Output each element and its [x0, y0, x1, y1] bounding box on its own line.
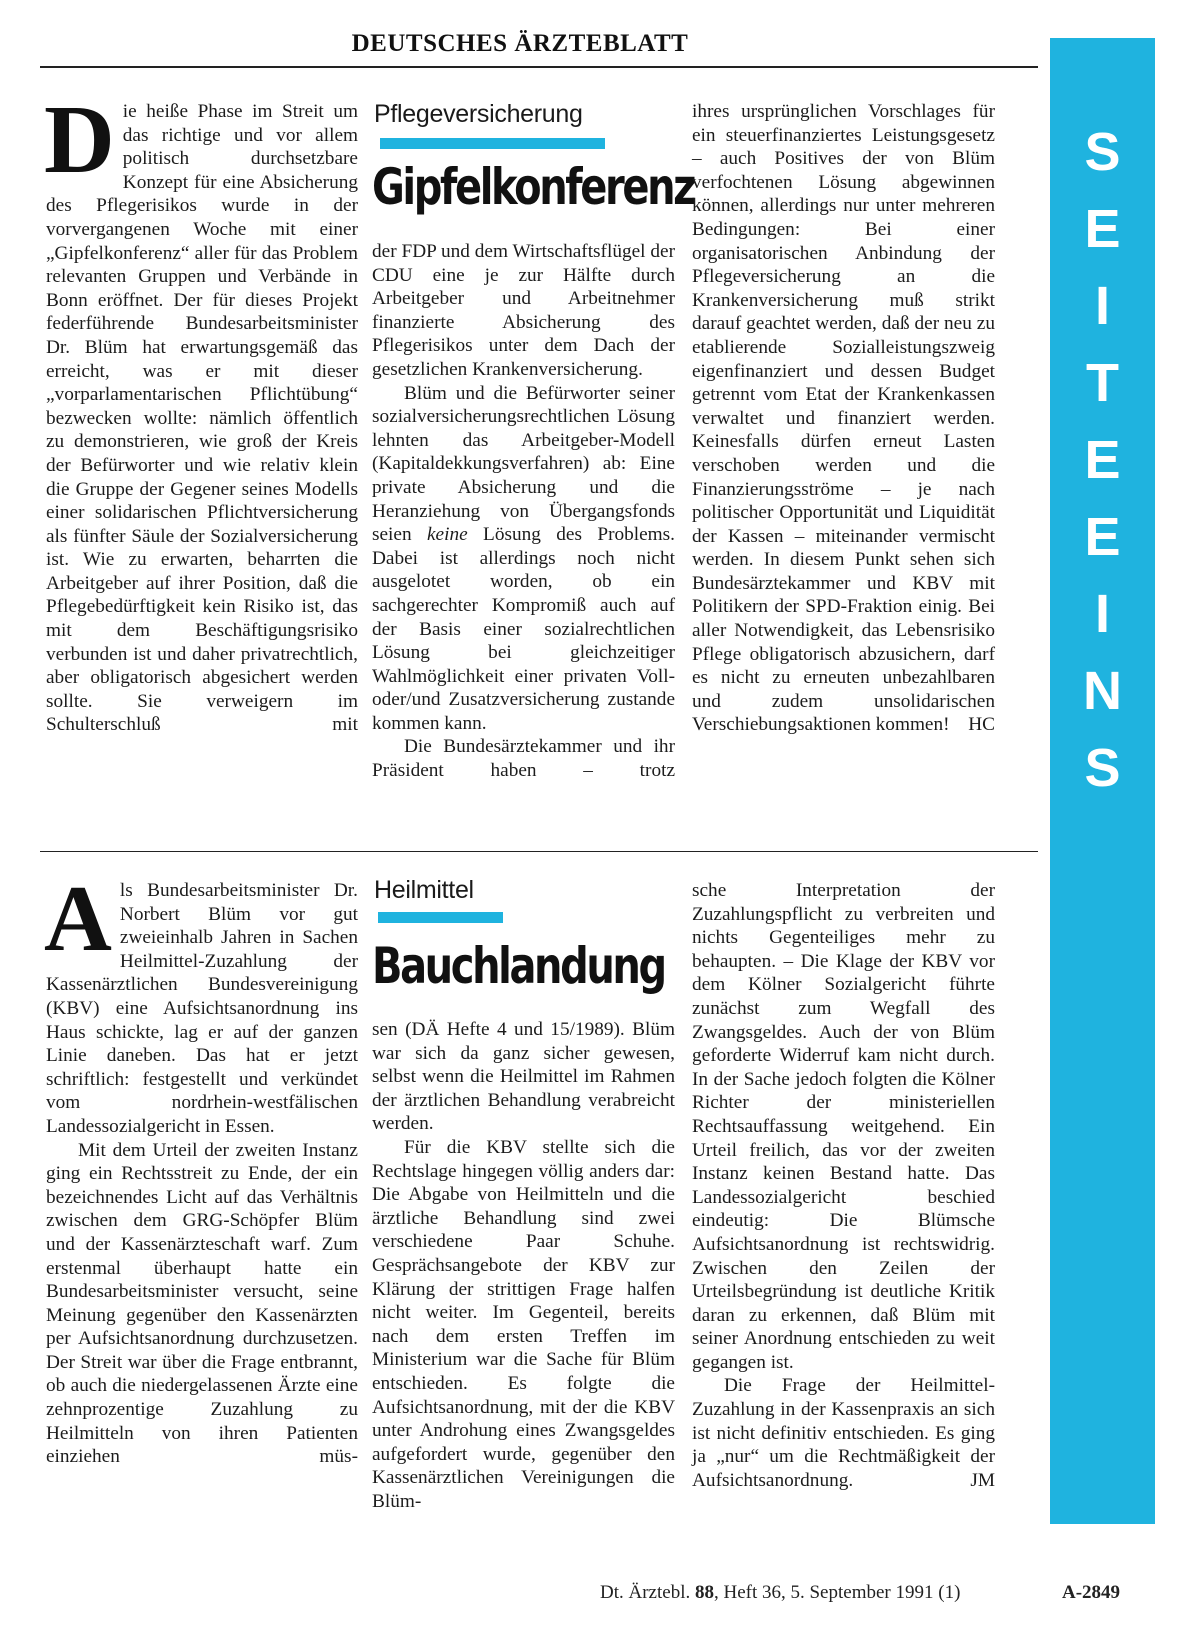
sidebar-letter: S	[1084, 738, 1121, 798]
sidebar-letter: E	[1084, 199, 1121, 259]
article2-column-2	[372, 1018, 675, 1513]
article2-headline: Bauchlandung	[372, 937, 665, 995]
article1-column-2	[372, 240, 675, 783]
article2-dropcap: A	[44, 867, 112, 971]
article1-col3-body: ihres ursprünglichen Vorschlages für ein steuerfinanziertes Leistungsgesetz – auch Positives der von Blüm verfochtenen Lösung abgewinnen können, allerdings nur unter mehreren Bedingungen: Bei einer organisatorischen Anbindung der Pflegeversicherung an die Krankenversicherung muß strikt darauf geachtet werden, daß der neu zu etablierende Sozialleistungszweig eigenfinanziert und dessen Budget getrennt vom Etat der Krankenkassen verwaltet und finanziert werden. Keinesfalls dürfen erneut Lasten verschoben werden und die Finanzierungsströme – je nach politischer Opportunität und Liquidität der Kassen – miteinander vermischt werden. In diesem Punkt sehen sich Bundesärztekammer und KBV mit Politikern der SPD-Fraktion einig. Bei aller Notwendigkeit, das Lebensrisiko Pflege obligatorisch abzusichern, darf es nicht zu erneuten unbezahlbaren und zudem unsolidarischen Verschiebungsaktionen kommen!	[692, 101, 995, 736]
article2-col3-p2	[692, 1374, 995, 1492]
article2-col1-p2: Mit dem Urteil der zweiten Instanz ging ein Rechtsstreit zu Ende, der ein bezeichnendes Licht auf das Verhältnis zwischen dem GRG-Schöpfer Blüm und der Kassenärzteschaft warf. Zum erstenmal überhaupt hatte ein Bundesarbeitsminister versucht, seine Meinung gegenüber den Kassenärzten per Aufsichtsanordnung durchzusetzen. Der Streit war über die Frage entbrannt, ob auch die niedergelassenen Ärzte eine zehnprozentige Zuzahlung zu Heilmitteln von ihren Patienten einziehen müs-	[46, 1139, 358, 1468]
article1-col2-p2-text-b: Lösung des Problems. Dabei ist allerdings noch nicht ausgelotet worden, ob ein sachgerechter Kompromiß auch auf der Basis einer sozialrechtlichen Lösung bei gleichzeitiger Wahlmöglichkeit einer privaten Voll- oder/und Zusatzversicherung zustande kommen kann.	[372, 524, 676, 734]
article1-column-1	[44, 86, 358, 737]
sidebar-letter: I	[1094, 584, 1110, 644]
article1-column-3	[692, 100, 995, 737]
article1-col2-paragraph-3: Die Bundesärztekammer und ihr Präsident haben – trotz	[372, 736, 675, 782]
article-divider	[40, 851, 1038, 852]
sidebar-letter: E	[1084, 430, 1121, 490]
footer-issue-date: , Heft 36, 5. September 1991 (1)	[713, 1582, 961, 1603]
masthead-rule	[40, 66, 1038, 68]
article1-kicker-bar	[380, 138, 605, 149]
article1-col1-text: ie heiße Phase im Streit um das richtige und vor allem politisch durchsetzbare Konzept für eine Absicherung des Pflegerisikos wurde in der vorvergangenen Woche mit einer „Gipfelkonferenz“ aller für das Problem relevanten Gruppen und Verbände in Bonn eröffnet. Der für dieses Projekt federführende Bundesarbeitsminister Dr. Blüm hat erwartungsgemäß das erreicht, was er mit dieser „vorparlamentarischen Pflichtübung“ bezwecken wollte: nämlich öffentlich zu demonstrieren, wie groß der Kreis der Befürworter und wie relativ klein die Gruppe der Gegener seines Modells einer solidarischen Pflichtversicherung als fünfter Säule der Sozialversicherung ist. Wie zu erwarten, beharrten die Arbeitgeber auf ihrer Position, daß die Pflegebedürftigkeit kein Risiko ist, das mit dem Beschäftigungsrisiko verbunden ist und daher privatrechtlich, aber obligatorisch abgesichert werden sollte. Sie verweigern im Schulterschluß mit	[46, 101, 358, 736]
sidebar-letter: E	[1084, 507, 1121, 567]
article1-author: HC	[968, 714, 995, 736]
article1-kicker: Pflegeversicherung	[374, 100, 583, 128]
footer-citation	[600, 1582, 960, 1604]
sidebar-letter: S	[1084, 122, 1121, 182]
article2-kicker-bar	[378, 912, 503, 923]
article2-col3-p1: sche Interpretation der Zuzahlungspflicht zu verbreiten und nichts Gegenteiliges mehr zu behaupten. – Die Klage der KBV vor dem Kölner Sozialgericht führte zunächst zum Wegfall des Zwangsgeldes. Auch der von Blüm geforderte Widerruf kam nicht durch. In der Sache jedoch folgten die Kölner Richter der ministeriellen Rechtsauffassung weitgehend. Ein Urteil freilich, das vor der zweiten Instanz keinen Bestand hatte. Das Landessozialgericht beschied eindeutig: Die Blümsche Aufsichtsanordnung ist rechtswidrig. Zwischen den Zeilen der Urteilsbegründung ist deutliche Kritik daran zu erkennen, daß Blüm mit seiner Anordnung entschieden zu weit gegangen ist.	[692, 880, 995, 1373]
footer-page-number: A-2849	[1062, 1582, 1121, 1603]
sidebar-letter: I	[1094, 276, 1110, 336]
seite-eins-sidebar	[1050, 38, 1155, 1524]
article1-col3-text	[692, 100, 995, 737]
article2-column-1	[44, 867, 358, 1469]
article2-col1-p1: ls Bundesarbeitsminister Dr. Norbert Blüm vor gut zweieinhalb Jahren in Sachen Heilmittel-Zuzahlung der Kassenärztlichen Bundesvereinigung (KBV) eine Aufsichtsanordnung ins Haus schickte, lag er auf der ganzen Linie daneben. Das hat er jetzt schriftlich: festgestellt und verkündet vom nordrhein-westfälischen Landessozialgericht in Essen.	[46, 880, 358, 1137]
article1-col2-p2-text-a: Blüm und die Befürworter seiner sozialversicherungsrechtlichen Lösung lehnten das Arbeitgeber-Modell (Kapitaldekkungsverfahren) ab: Eine private Absicherung und die Heranziehung von Übergangsfonds seien	[372, 382, 675, 546]
footer-volume: 88	[694, 1582, 714, 1603]
article1-col2-p2-emphasis: keine	[427, 524, 468, 546]
sidebar-letter: T	[1086, 353, 1119, 413]
article1-dropcap: D	[44, 86, 115, 194]
article2-author: JM	[970, 1469, 995, 1491]
masthead: DEUTSCHES ÄRZTEBLATT	[351, 30, 689, 57]
article2-kicker: Heilmittel	[374, 876, 474, 904]
article2-col2-p1: sen (DÄ Hefte 4 und 15/1989). Blüm war sich da ganz sicher gewesen, selbst wenn die Heilmittel im Rahmen der ärztlichen Behandlung verabreicht werden.	[372, 1019, 675, 1135]
sidebar-letters	[1050, 114, 1155, 807]
article1-headline: Gipfelkonferenz	[372, 158, 695, 216]
footer-journal: Dt. Ärztebl.	[600, 1582, 695, 1603]
article2-col3-p2-text: Die Frage der Heilmittel-Zuzahlung in der Kassenpraxis an sich ist nicht definitiv entschieden. Es ging ja „nur“ um die Rechtmäßigkeit der Aufsichtsanordnung.	[692, 1375, 995, 1491]
article2-col2-p2: Für die KBV stellte sich die Rechtslage hingegen völlig anders dar: Die Abgabe von Heilmitteln und die ärztliche Behandlung sind zwei verschiedene Paar Schuhe. Gesprächsangebote der KBV zur Klärung der strittigen Frage halfen nicht weiter. Im Gegenteil, bereits nach dem ersten Treffen im Ministerium war die Sache für Blüm entschieden. Es folgte die Aufsichtsanordnung, mit der die KBV unter Androhung eines Zwangsgeldes aufgefordert wurde, gegenüber den Kassenärztlichen Vereinigungen die Blüm-	[372, 1136, 675, 1512]
sidebar-letter: N	[1083, 661, 1122, 721]
article1-col2-paragraph-2	[372, 382, 675, 736]
article1-col2-paragraph-1: der FDP und dem Wirtschaftsflügel der CDU eine je zur Hälfte durch Arbeitgeber und Arbeitnehmer finanzierte Absicherung des Pflegerisikos unter dem Dach der gesetzlichen Krankenversicherung.	[372, 241, 675, 380]
article2-column-3	[692, 879, 995, 1492]
